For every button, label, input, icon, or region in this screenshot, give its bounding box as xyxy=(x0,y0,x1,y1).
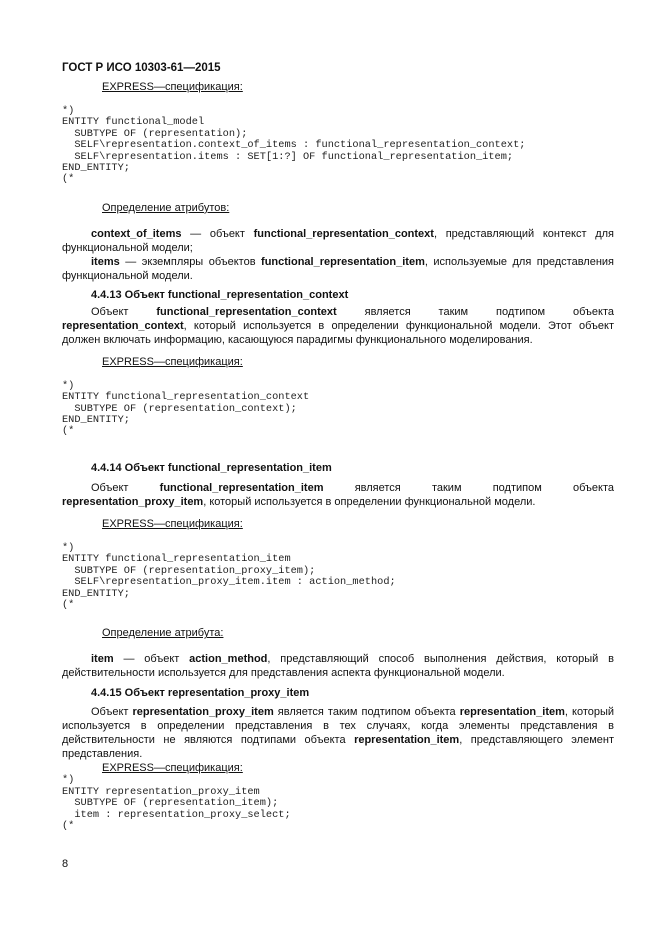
express-label: EXPRESS—спецификация: xyxy=(102,355,243,368)
express-label: EXPRESS—спецификация: xyxy=(102,762,243,775)
express-label: EXPRESS—спецификация: xyxy=(102,81,243,93)
section-heading-4-4-13: 4.4.13 Объект functional_representation_context xyxy=(91,288,349,301)
attribute-items: items — экземпляры объектов functional_representation_item, используемые для представления функциональной модели. xyxy=(62,255,614,282)
section-heading-4-4-15: 4.4.15 Объект representation_proxy_item xyxy=(91,687,310,700)
section-4-4-15-text: Объект representation_proxy_item является таким подтипом объекта representation_item, который используется в определении представления в тех случаях, когда элементы представления в действительности не являются подтипами объекта representation_item, представляющего элемент представления. xyxy=(62,706,615,761)
section-heading-4-4-14: 4.4.14 Объект functional_representation_item xyxy=(91,461,332,474)
express-code-functional-model: *) ENTITY functional_model SUBTYPE OF (representation); SELF\representation.context_of_items : functional_representation_context; SELF\representation.items : SET[1:?] OF functional_representation_item; END_ENTITY; (* xyxy=(62,105,526,186)
express-code-functional-representation-item: *) ENTITY functional_representation_item SUBTYPE OF (representation_proxy_item); SELF\representation_proxy_item.item : action_method; END_ENTITY; (* xyxy=(62,541,396,611)
attribute-label: Определение атрибута: xyxy=(102,627,224,640)
attribute-item: item — объект action_method, представляющий способ выполнения действия, который в действительности используется для представления аспекта функциональной модели. xyxy=(62,653,614,680)
express-label: EXPRESS—спецификация: xyxy=(102,517,243,530)
section-4-4-14-text: Объект functional_representation_item является таким подтипом объекта representation_proxy_item, который используется в определении функциональной модели. xyxy=(62,481,614,508)
document-page xyxy=(62,62,614,832)
attributes-label: Определение атрибутов: xyxy=(102,201,230,214)
page-number: 8 xyxy=(62,858,69,870)
express-code-representation-proxy-item: *) ENTITY representation_proxy_item SUBTYPE OF (representation_item); item : representation_proxy_select; (* xyxy=(62,774,291,832)
document-header: ГОСТ Р ИСО 10303-61—2015 xyxy=(62,62,221,74)
section-4-4-13-text: Объект functional_representation_context является таким подтипом объекта representation_context, который используется в определении функциональной модели. Этот объект должен включать информацию, касающуюся парадигмы функционального моделирования. xyxy=(62,305,614,346)
attribute-context-of-items: context_of_items — объект functional_representation_context, представляющий контекст для функциональной модели; xyxy=(62,227,615,254)
express-code-functional-representation-context: *) ENTITY functional_representation_context SUBTYPE OF (representation_context); END_ENTITY; (* xyxy=(62,379,310,438)
